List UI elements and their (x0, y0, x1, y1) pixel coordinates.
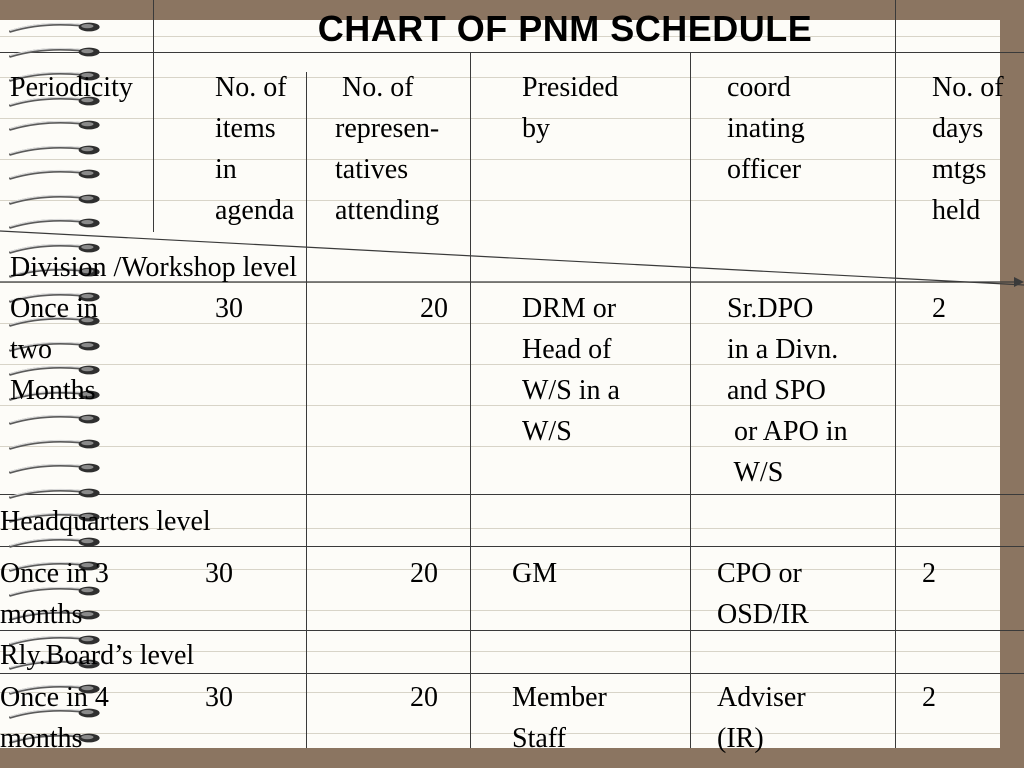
level-label: Headquarters level (0, 506, 211, 537)
ruled-line (0, 610, 1000, 611)
table-column-divider (470, 52, 471, 748)
ruled-line (0, 569, 1000, 570)
days-cell: 2 (922, 682, 936, 713)
table-row-divider (0, 630, 1024, 631)
table-column-divider (306, 72, 307, 748)
periodicity-cell: Once in 3 months (0, 558, 109, 630)
spiral-ring-icon (0, 216, 110, 230)
spiral-ring-icon (0, 461, 110, 475)
presided-by-cell: GM (512, 558, 558, 589)
spiral-ring-icon (0, 412, 110, 426)
ruled-line (0, 200, 1000, 201)
spiral-ring-icon (0, 486, 110, 500)
periodicity-cell: Once in two Months (10, 293, 98, 406)
header-items-in-agenda: No. of items in agenda (215, 72, 295, 226)
representatives-cell: 20 (420, 293, 448, 324)
representatives-cell: 20 (410, 558, 438, 589)
ruled-line (0, 405, 1000, 406)
table-column-divider (895, 0, 896, 748)
items-cell: 30 (205, 682, 233, 713)
ruled-line (0, 323, 1000, 324)
ruled-line (0, 118, 1000, 119)
ruled-line (0, 159, 1000, 160)
representatives-cell: 20 (410, 682, 438, 713)
ruled-line (0, 77, 1000, 78)
presided-by-cell: DRM or Head of W/S in a W/S (522, 293, 620, 447)
spiral-ring-icon (0, 192, 110, 206)
spiral-ring-icon (0, 437, 110, 451)
coordinating-officer-cell: Sr.DPO in a Divn. and SPO or APO in W/S (727, 293, 848, 488)
header-coordinating-officer: coord inating officer (727, 72, 805, 185)
ruled-line (0, 364, 1000, 365)
spiral-ring-icon (0, 167, 110, 181)
table-row-divider (0, 52, 1024, 53)
ruled-line (0, 733, 1000, 734)
ruled-line (0, 692, 1000, 693)
spiral-ring-icon (0, 118, 110, 132)
items-cell: 30 (205, 558, 233, 589)
periodicity-cell: Once in 4 months (0, 682, 109, 754)
coordinating-officer-cell: CPO or OSD/IR (717, 558, 809, 630)
table-row-divider (0, 494, 1024, 495)
days-cell: 2 (932, 293, 946, 324)
level-label: Division /Workshop level (10, 252, 298, 283)
header-days-meetings-held: No. of days mtgs held (932, 72, 1004, 226)
page-title: CHART OF PNM SCHEDULE (317, 8, 813, 49)
header-representatives: No. of represen- tatives attending (335, 72, 440, 226)
coordinating-officer-cell: Adviser (IR) (717, 682, 806, 754)
table-column-divider (690, 52, 691, 748)
level-label: Rly.Board’s level (0, 640, 195, 671)
items-cell: 30 (215, 293, 243, 324)
header-presided-by: Presided by (522, 72, 619, 144)
spiral-ring-icon (0, 143, 110, 157)
days-cell: 2 (922, 558, 936, 589)
header-periodicity: Periodicity (10, 72, 133, 103)
ruled-line (0, 446, 1000, 447)
table-row-divider (0, 546, 1024, 547)
presided-by-cell: Member Staff (512, 682, 607, 754)
